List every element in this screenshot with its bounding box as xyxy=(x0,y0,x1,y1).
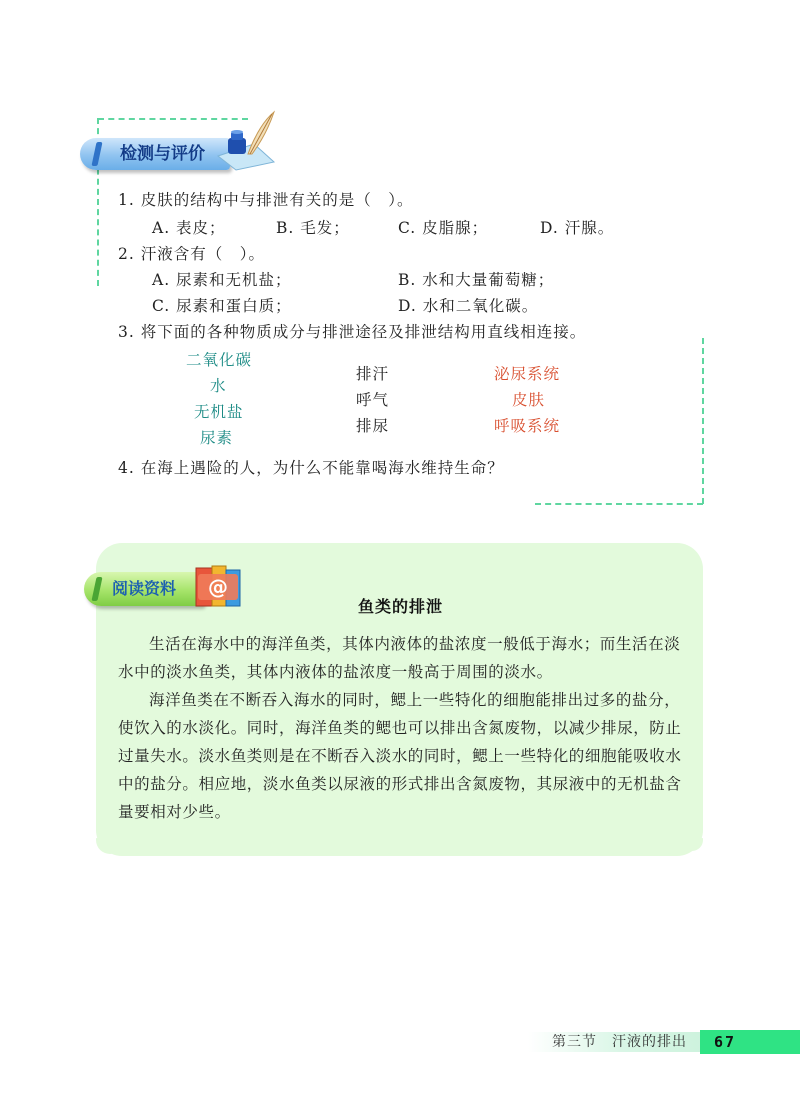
exercise-frame-right xyxy=(702,338,704,504)
reading-paragraph: 生活在海水中的海洋鱼类，其体内液体的盐浓度一般低于海水；而生活在淡水中的淡水鱼类，其体内液体的盐浓度一般高于周围的淡水。 xyxy=(118,635,681,681)
books-at-icon xyxy=(192,560,246,610)
page-number: 67 xyxy=(700,1030,800,1054)
route-item: 排汗 xyxy=(356,365,390,383)
question-1-option-a: A. 表皮； xyxy=(152,219,226,237)
footer-section-title: 第三节 汗液的排出 xyxy=(552,1034,687,1050)
question-2-option-c: C. 尿素和蛋白质； xyxy=(152,297,292,315)
question-1-option-c: C. 皮脂腺； xyxy=(398,219,489,237)
question-1-option-b: B. 毛发； xyxy=(276,219,350,237)
structure-item: 泌尿系统 xyxy=(494,365,561,383)
exercise-section-tag xyxy=(80,138,230,170)
question-2-option-a: A. 尿素和无机盐； xyxy=(152,271,292,289)
question-2-option-b: B. 水和大量葡萄糖； xyxy=(398,271,555,289)
question-4-stem: 4. 在海上遇险的人，为什么不能靠喝海水维持生命？ xyxy=(118,459,504,477)
route-item: 排尿 xyxy=(356,417,390,435)
exercise-frame-bottom xyxy=(535,503,703,505)
reading-section-tag xyxy=(84,572,204,606)
reading-title: 鱼类的排泄 xyxy=(358,597,444,616)
question-2-option-d: D. 水和二氧化碳。 xyxy=(398,297,539,315)
substance-item: 尿素 xyxy=(200,429,234,447)
substance-item: 无机盐 xyxy=(194,403,244,421)
substance-item: 二氧化碳 xyxy=(186,351,253,369)
exercise-tag-label: 检测与评价 xyxy=(120,144,205,164)
question-2-stem: 2. 汗液含有（ ）。 xyxy=(118,245,265,263)
route-item: 呼气 xyxy=(356,391,390,409)
question-1-stem: 1. 皮肤的结构中与排泄有关的是（ ）。 xyxy=(118,191,414,209)
structure-item: 呼吸系统 xyxy=(494,417,561,435)
reading-paragraph: 海洋鱼类在不断吞入海水的同时，鳃上一些特化的细胞能排出过多的盐分，使饮入的水淡化。同时，海洋鱼类的鳃也可以排出含氮废物，以减少排尿，防止过量失水。淡水鱼类则是在不断吞入淡水的同时，鳃上一些特化的细胞能吸收水中的盐分。相应地，淡水鱼类以尿液的形式排出含氮废物，其尿液中的无机盐含量要相对少些。 xyxy=(118,691,682,821)
question-1-option-d: D. 汗腺。 xyxy=(540,219,615,237)
question-3-stem: 3. 将下面的各种物质成分与排泄途径及排泄结构用直线相连接。 xyxy=(118,323,587,341)
reading-tag-label: 阅读资料 xyxy=(112,579,177,598)
ink-quill-icon xyxy=(214,108,278,172)
reading-panel-scallop-edge xyxy=(96,838,703,862)
svg-text:@: @ xyxy=(208,575,228,599)
substance-item: 水 xyxy=(210,377,227,395)
structure-item: 皮肤 xyxy=(512,391,546,409)
